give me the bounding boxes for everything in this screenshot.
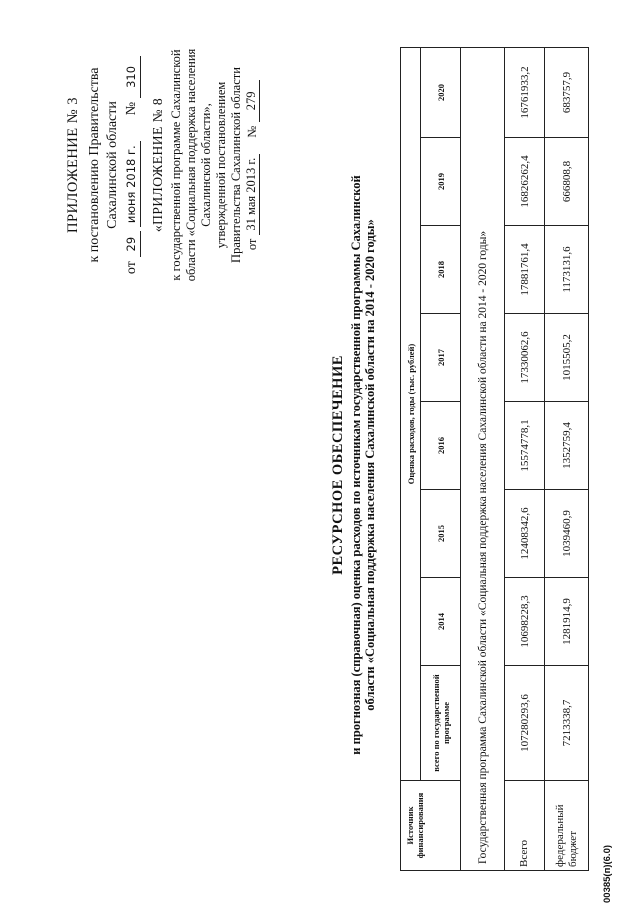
appendix-8-date-prefix: от — [245, 238, 259, 251]
cell-value: 1173131,6 — [545, 226, 589, 314]
appendix-8-date-value: 31 мая 2013 г. — [244, 154, 260, 235]
document-subtitle-line-1: и прогнозная (справочная) оценка расходов по источникам государственной программы Сахалинской — [349, 175, 363, 755]
appendix-3-date-prefix: от — [124, 261, 139, 275]
cell-total: 7213338,7 — [545, 666, 589, 781]
cell-value: 17881761,4 — [505, 226, 545, 314]
appendix-3-date-day: 29 — [122, 231, 141, 257]
appendix-8-line-3: Сахалинской области», — [199, 103, 213, 227]
table-row — [505, 47, 545, 870]
column-header-year: 2019 — [421, 138, 461, 226]
column-header-year: 2017 — [421, 314, 461, 402]
appendix-3-date-line — [122, 15, 141, 315]
appendix-3-line-1: к постановлению Правительства — [87, 67, 102, 263]
appendix-8-line-1: к государственной программе Сахалинской — [169, 49, 183, 281]
table-body — [401, 47, 589, 870]
document-subtitle-line-2: области «Социальная поддержка населения Сахалинской области на 2014 - 2020 годы» — [363, 219, 377, 711]
appendix-8-date-line — [244, 15, 260, 315]
program-title-cell: Государственная программа Сахалинской области «Социальная поддержка населения Сахалинской области на 2014 - 2020 годы» — [461, 47, 505, 870]
cell-value: 17330062,6 — [505, 314, 545, 402]
table-subheader-row — [421, 47, 461, 870]
cell-total: 107280293,6 — [505, 666, 545, 781]
cell-value: 16761933,2 — [505, 47, 545, 137]
cell-value: 1281914,9 — [545, 578, 589, 666]
column-header-year: 2018 — [421, 226, 461, 314]
cell-value: 1015505,2 — [545, 314, 589, 402]
column-header-year: 2014 — [421, 578, 461, 666]
column-header-year: 2016 — [421, 402, 461, 490]
appendix-8-line-5: Правительства Сахалинской области — [229, 67, 243, 263]
document-title-block — [330, 65, 377, 865]
appendix-3-number-value: 310 — [122, 56, 141, 98]
cell-value: 15574778,1 — [505, 402, 545, 490]
table-row — [545, 47, 589, 870]
column-header-total: всего по государственной программе — [421, 666, 461, 781]
table-header-row — [401, 47, 421, 870]
cell-value: 1039460,9 — [545, 490, 589, 578]
appendix-3-line-2: Сахалинской области — [105, 101, 120, 229]
appendix-3-number-label: № — [124, 101, 139, 116]
appendix-8-line-4: утвержденной постановлением — [214, 81, 228, 249]
row-label: федеральный бюджет — [545, 781, 589, 871]
document-title: РЕСУРСНОЕ ОБЕСПЕЧЕНИЕ — [330, 355, 346, 575]
appendix-8-number-value: 279 — [244, 80, 260, 122]
cell-value: 10698228,3 — [505, 578, 545, 666]
appendix-8-line-2: области «Социальная поддержка населения — [184, 48, 198, 282]
row-label: Всего — [505, 781, 545, 871]
cell-value: 1352759,4 — [545, 402, 589, 490]
program-title-row — [461, 47, 505, 870]
column-header-source: Источник финансирования — [401, 781, 461, 871]
column-header-year: 2020 — [421, 47, 461, 137]
cell-value: 16826262,4 — [505, 138, 545, 226]
cell-value: 12408342,6 — [505, 490, 545, 578]
footer-document-code: 00385(п)(6.0) — [602, 844, 613, 903]
appendix-3-title: ПРИЛОЖЕНИЕ № 3 — [65, 97, 81, 233]
appendix-8-number-label: № — [245, 125, 259, 138]
appendix-3-header — [64, 15, 141, 315]
cell-value: 683757,9 — [545, 47, 589, 137]
appendix-3-date-month-year: июня 2018 г. — [122, 141, 141, 227]
appendix-8-title: «ПРИЛОЖЕНИЕ № 8 — [150, 97, 165, 233]
resource-table — [400, 47, 589, 871]
column-header-year: 2015 — [421, 490, 461, 578]
cell-value: 666808,8 — [545, 138, 589, 226]
appendix-8-header — [150, 15, 260, 315]
column-header-estimate: Оценка расходов, годы (тыс. рублей) — [401, 47, 421, 780]
